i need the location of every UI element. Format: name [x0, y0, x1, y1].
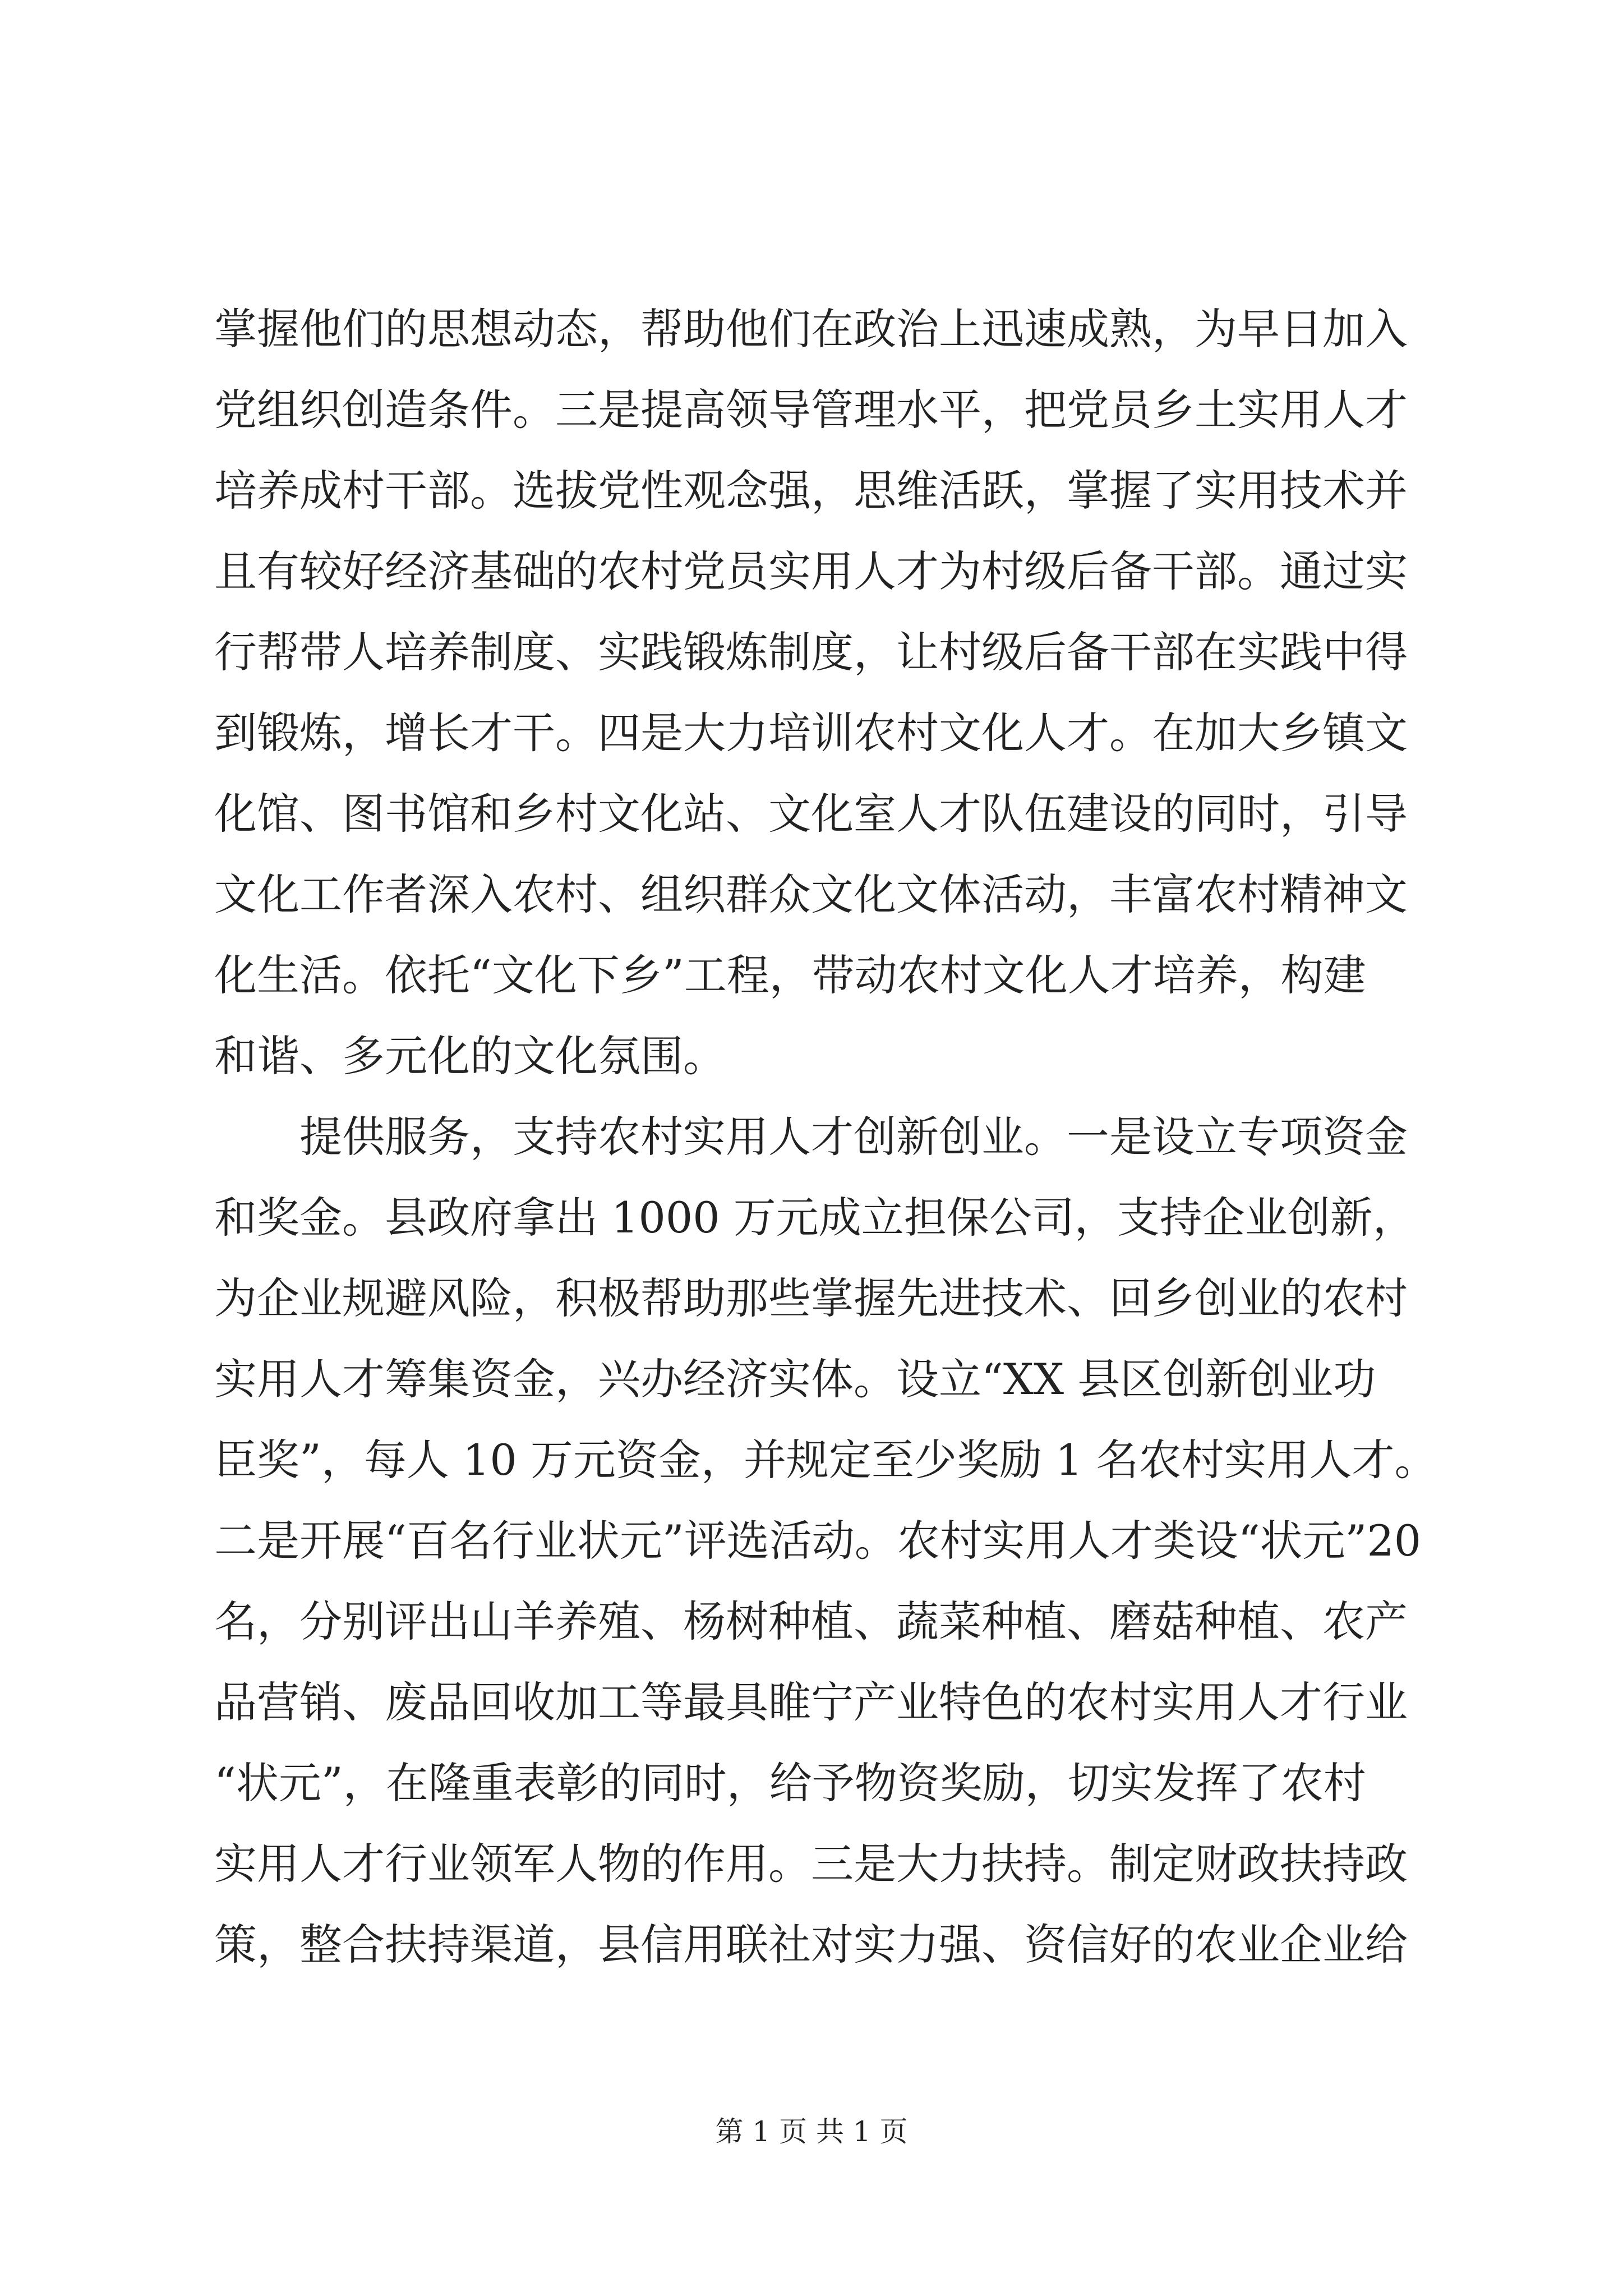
- text-line: 实用人才筹集资金，兴办经济实体。设立“XX 县区创新创业功: [214, 1354, 1376, 1404]
- page-footer: [0, 2112, 1623, 2151]
- text-line: 掌握他们的思想动态，帮助他们在政治上迅速成熟，为早日加入: [214, 304, 1408, 354]
- text-line: 化馆、图书馆和乡村文化站、文化室人才队伍建设的同时，引导: [214, 789, 1408, 839]
- page-number: 第 1 页 共 1 页: [715, 2115, 908, 2148]
- text-line: 和奖金。县政府拿出 1000 万元成立担保公司，支持企业创新，: [214, 1193, 1415, 1243]
- text-line: 培养成村干部。选拔党性观念强，思维活跃，掌握了实用技术并: [214, 466, 1408, 516]
- text-line: 提供服务，支持农村实用人才创新创业。一是设立专项资金: [214, 1112, 1408, 1162]
- text-line: 和谐、多元化的文化氛围。: [214, 1031, 726, 1081]
- body-text: [214, 289, 1437, 1985]
- text-line: 行帮带人培养制度、实践锻炼制度，让村级后备干部在实践中得: [214, 627, 1408, 677]
- text-line: 臣奖”，每人 10 万元资金，并规定至少奖励 1 名农村实用人才。: [214, 1435, 1437, 1485]
- text-line: 策，整合扶持渠道，县信用联社对实力强、资信好的农业企业给: [214, 1920, 1408, 1970]
- text-line: 文化工作者深入农村、组织群众文化文体活动，丰富农村精神文: [214, 869, 1408, 919]
- text-line: 到锻炼，增长才干。四是大力培训农村文化人才。在加大乡镇文: [214, 708, 1408, 758]
- text-line: 化生活。依托“文化下乡”工程，带动农村文化人才培养，构建: [214, 950, 1366, 1000]
- text-line: “状元”，在隆重表彰的同时，给予物资奖励，切实发挥了农村: [214, 1758, 1366, 1808]
- text-line: 品营销、废品回收加工等最具睢宁产业特色的农村实用人才行业: [214, 1677, 1408, 1727]
- text-line: 名，分别评出山羊养殖、杨树种植、蔬菜种植、磨菇种植、农产: [214, 1596, 1408, 1646]
- text-line: 为企业规避风险，积极帮助那些掌握先进技术、回乡创业的农村: [214, 1273, 1408, 1323]
- text-line: 二是开展“百名行业状元”评选活动。农村实用人才类设“状元”20: [214, 1516, 1422, 1566]
- text-line: 实用人才行业领军人物的作用。三是大力扶持。制定财政扶持政: [214, 1839, 1408, 1889]
- text-line: 党组织创造条件。三是提高领导管理水平，把党员乡土实用人才: [214, 385, 1408, 435]
- text-line: 且有较好经济基础的农村党员实用人才为村级后备干部。通过实: [214, 546, 1408, 596]
